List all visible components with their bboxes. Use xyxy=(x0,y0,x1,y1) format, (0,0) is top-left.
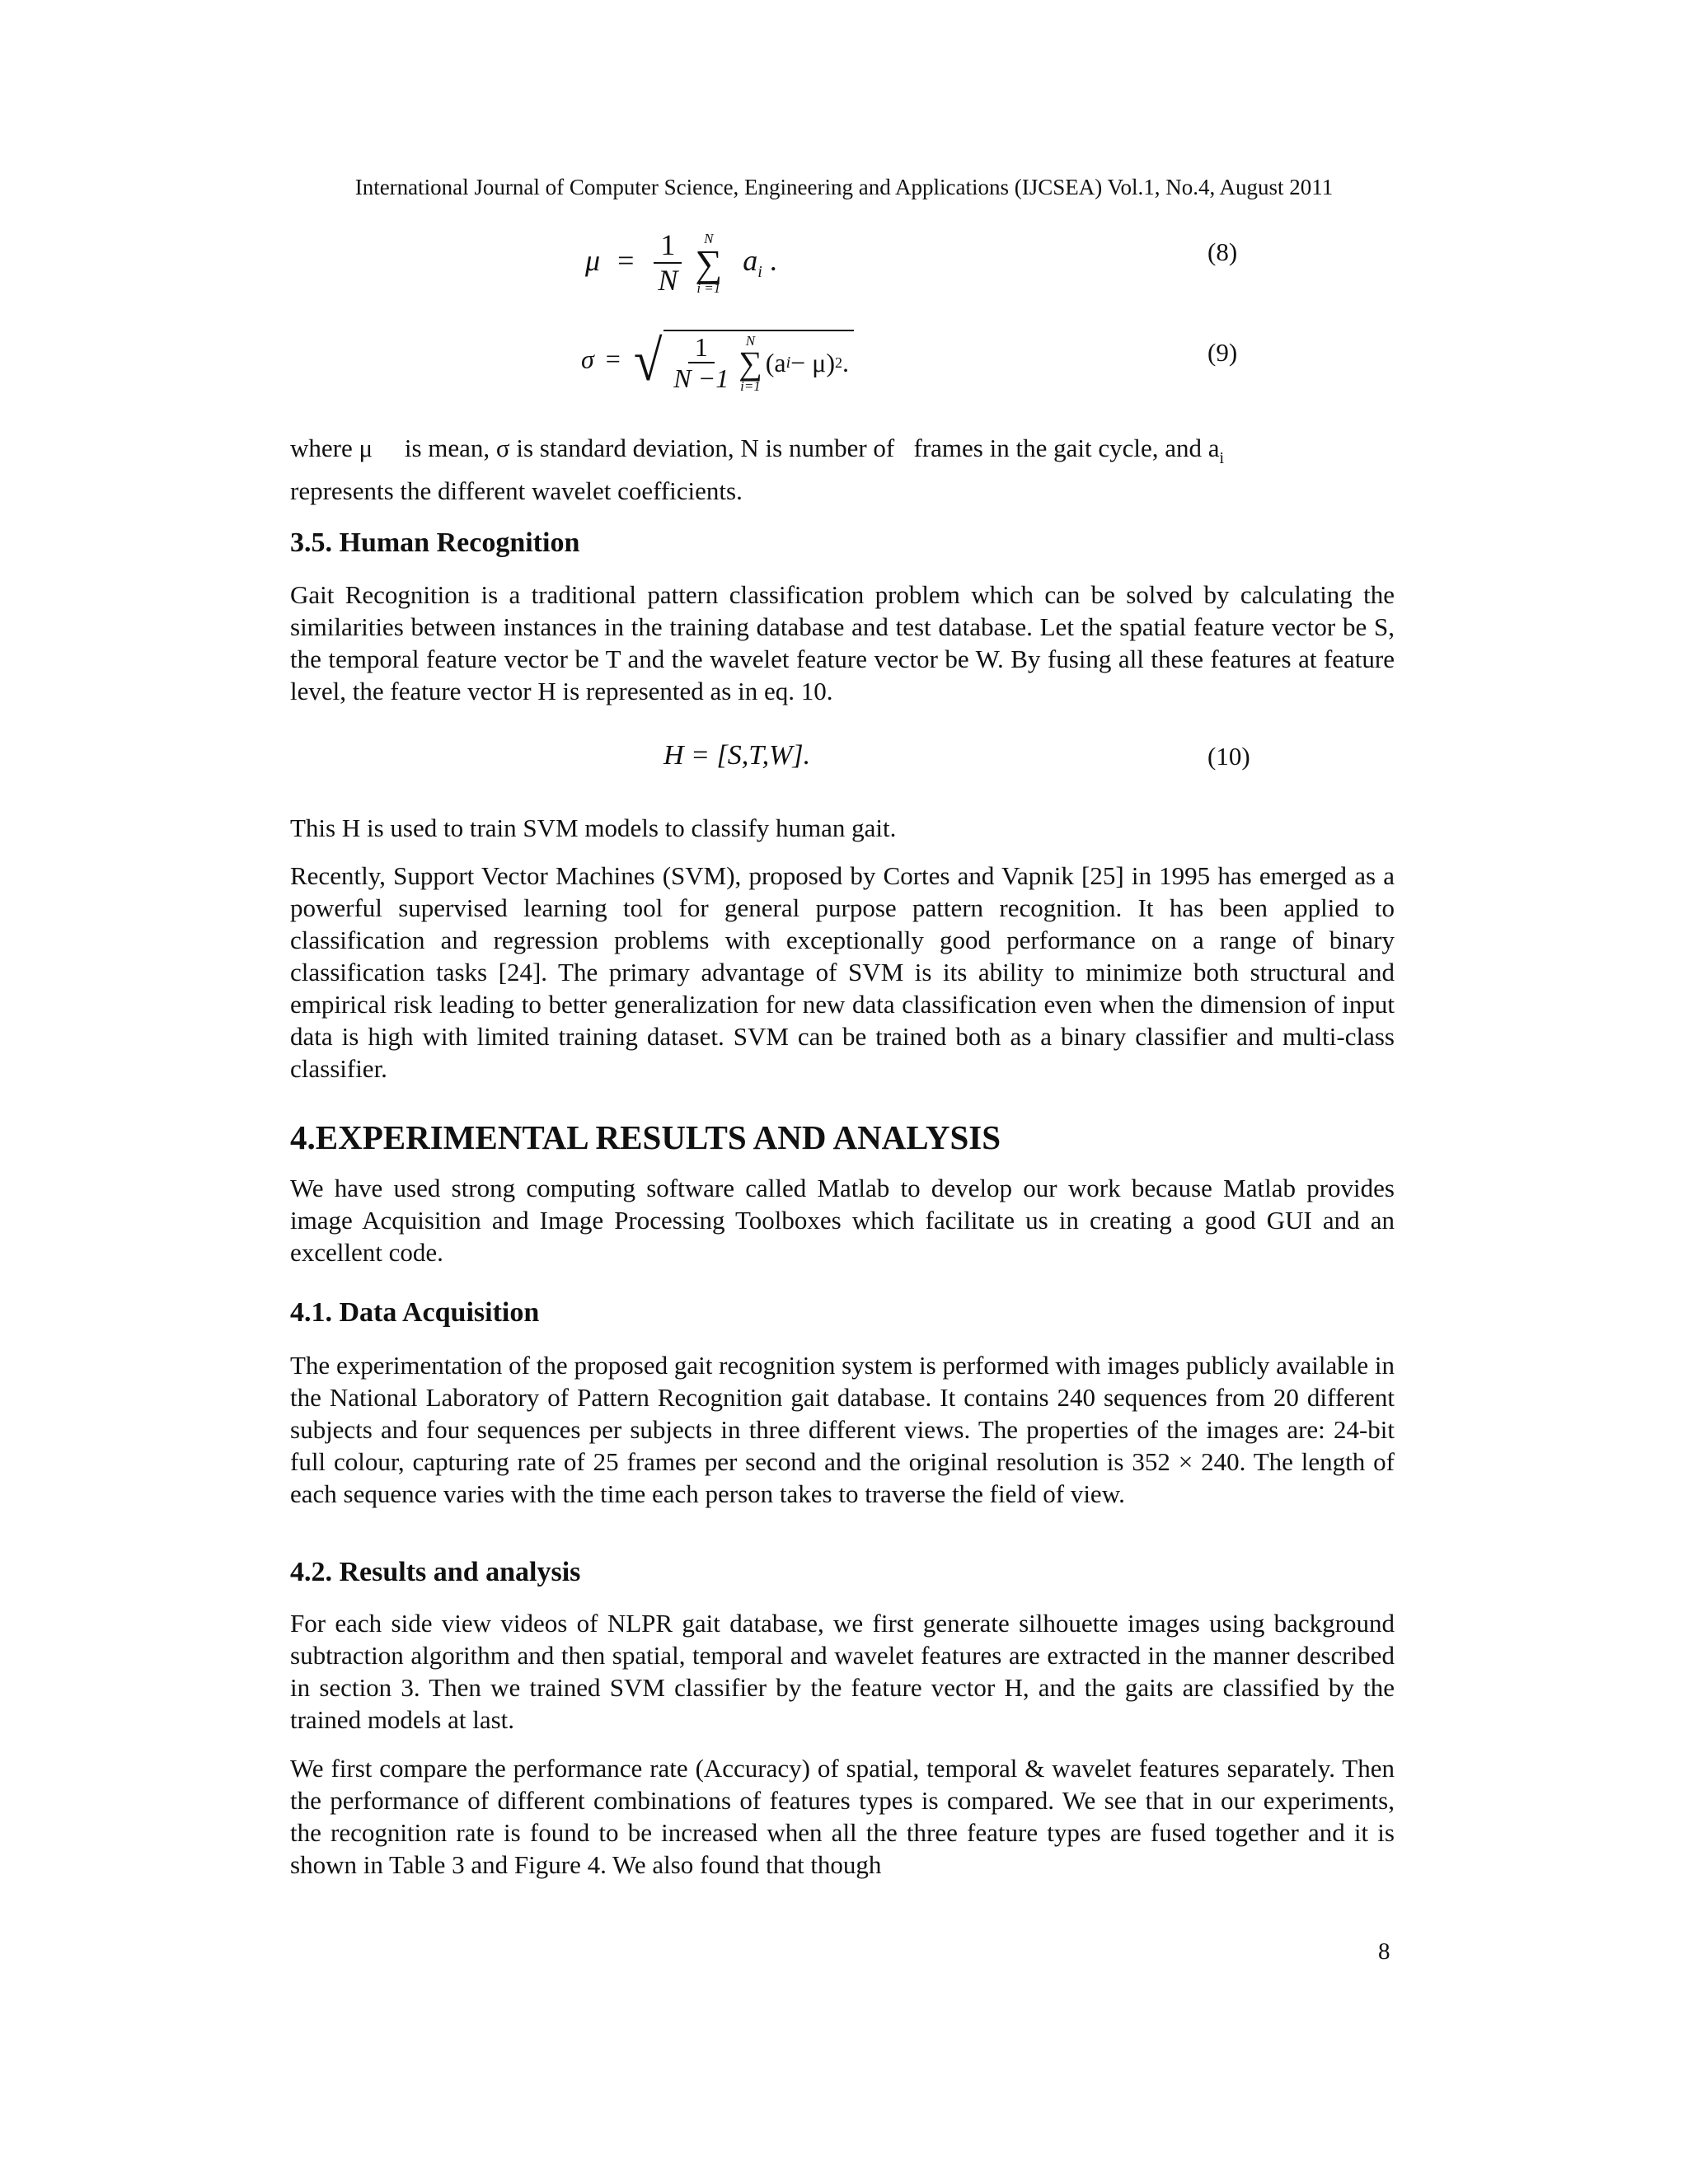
section-4-para-1: We have used strong computing software called Matlab to develop our work because Matlab provides image Acquisition and Image Processing Toolboxes which facilitate us in creating a good GUI and an excellent code. xyxy=(290,1174,1395,1267)
eq8-number: (8) xyxy=(1207,237,1238,266)
eq9-sqrt-body xyxy=(663,330,854,394)
eq8-term: a xyxy=(743,243,758,277)
eq8-frac-den: N xyxy=(658,263,678,297)
eq9-frac-den: N −1 xyxy=(673,363,729,394)
eq10-number: (10) xyxy=(1207,742,1250,771)
eq9-equals: = xyxy=(605,344,621,374)
eq8-fraction xyxy=(651,229,684,298)
section-4-heading: 4.EXPERIMENTAL RESULTS AND ANALYSIS xyxy=(290,1118,1001,1156)
section-3-5-para-3: Recently, Support Vector Machines (SVM), proposed by Cortes and Vapnik [25] in 1995 has emerged as a powerful supervised learning tool for general purpose pattern recognition. It has been applied to classification and regression problems with exceptionally good performance on a range of binary classification tasks [24]. The primary advantage of SVM is its ability to minimize both structural and empirical risk leading to better generalization for new data classification even when the dimension of input data is high with limited training dataset. SVM can be trained both as a binary classifier and multi-class classifier. xyxy=(290,861,1395,1083)
eq8-equals: = xyxy=(617,243,635,277)
where-line-2: represents the different wavelet coefficients. xyxy=(290,476,743,505)
eq9-number: (9) xyxy=(1207,338,1238,367)
section-3-5-para-2: This H is used to train SVM models to classify human gait. xyxy=(290,813,897,842)
eq10-expression: H = [S,T,W]. xyxy=(663,740,811,771)
where-paragraph xyxy=(290,432,1395,507)
eq9-sum-upper: N xyxy=(745,332,756,349)
section-3-5-para-1: Gait Recognition is a traditional pattern classification problem which can be solved by calculating the similarities between instances in the training database and test database. Let the spatial feature vector be S, the temporal feature vector be T and the wavelet feature vector be W. By fusing all these features at feature level, the feature vector H is represented as in eq. 10. xyxy=(290,580,1395,705)
sigma-symbol: ∑ xyxy=(738,344,762,382)
journal-header: International Journal of Computer Science, Engineering and Applications (IJCSEA) Vol.1, No.4, August 2011 xyxy=(354,175,1334,199)
eq9-tail: . xyxy=(842,348,849,378)
sigma-symbol: ∑ xyxy=(695,241,723,284)
where-line-1: where μ is mean, σ is standard deviation, N is number of frames in the gait cycle, and a xyxy=(290,434,1220,462)
sqrt-symbol: √ xyxy=(633,329,663,393)
eq8-lhs: μ xyxy=(585,243,601,277)
section-4-1-para-1: The experimentation of the proposed gait recognition system is performed with images publicly available in the National Laboratory of Pattern Recognition gait database. It contains 240 sequences from 20 different subjects and four sequences per subjects in three different views. The properties of the images are: 24-bit full colour, capturing rate of 25 frames per second and the original resolution is 352 × 240. The length of each sequence varies with the time each person takes to traverse the field of view. xyxy=(290,1351,1395,1508)
eq8-term-sub: i xyxy=(757,262,762,281)
section-4-1-heading: 4.1. Data Acquisition xyxy=(290,1297,540,1328)
eq9-term-sub: i xyxy=(785,354,791,373)
section-3-5-heading: 3.5. Human Recognition xyxy=(290,527,580,558)
section-4-2-para-1: For each side view videos of NLPR gait database, we first generate silhouette images using background subtraction algorithm and then spatial, temporal and wavelet features are extracted in the manner described in section 3. Then we trained SVM classifier by the feature vector H, and the gaits are classified by the trained models at last. xyxy=(290,1609,1395,1734)
eq9-term-close: − μ) xyxy=(790,348,835,378)
eq9-term-open: (a xyxy=(765,348,786,378)
eq8-frac-num: 1 xyxy=(654,229,682,264)
section-4-2-para-2: We first compare the performance rate (Accuracy) of spatial, temporal & wavelet features separately. Then the performance of different combinations of features types is compared. We see that in our experiments, the recognition rate is found to be increased when all the three feature types are fused together and it is shown in Table 3 and Figure 4. We also found that though xyxy=(290,1754,1395,1879)
eq9-frac-num: 1 xyxy=(688,333,715,363)
eq8-sum xyxy=(695,232,722,296)
eq8-tail: . xyxy=(762,243,777,277)
eq9-fraction xyxy=(667,333,735,394)
eq8-sum-lower: i =1 xyxy=(696,280,721,297)
section-4-2-heading: 4.2. Results and analysis xyxy=(290,1557,581,1587)
eq9-lhs: σ xyxy=(581,344,594,374)
eq9-sum-lower: i=1 xyxy=(740,377,761,394)
eq8-sum-upper: N xyxy=(704,230,714,246)
eq9-sum xyxy=(738,334,762,393)
page-number: 8 xyxy=(1378,1938,1390,1965)
where-line-1-sub: i xyxy=(1219,449,1225,467)
eq9-sup: 2 xyxy=(834,354,842,372)
eq9-sqrt xyxy=(632,330,854,394)
